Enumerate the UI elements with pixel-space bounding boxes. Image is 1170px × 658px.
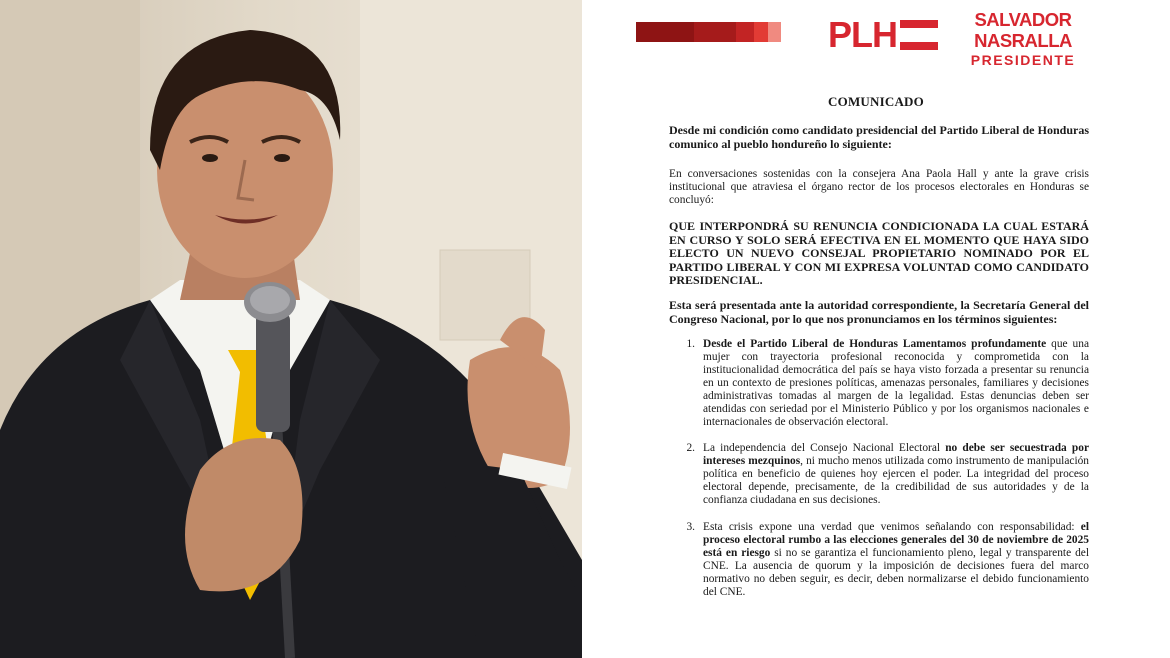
communique-document	[582, 0, 1170, 658]
list-item-bold: el proceso electoral rumbo a las elecciones generales del 30 de noviembre de 2025 está en riesgo	[703, 521, 1089, 559]
list-item-text	[703, 442, 1089, 507]
candidate-role: PRESIDENTE	[970, 52, 1076, 68]
context-paragraph: En conversaciones sostenidas con la consejera Ana Paola Hall y ante la grave crisis institucional que atraviesa el órgano rector de los procesos electorales en Honduras se concluyó:	[669, 168, 1089, 206]
list-item-bold: Desde el Partido Liberal de Honduras Lamentamos profundamente	[703, 338, 1047, 350]
stripe-segment	[694, 22, 736, 42]
list-item-lead: Esta crisis expone una verdad que venimos señalando con responsabilidad:	[703, 521, 1081, 533]
list-item	[669, 442, 1089, 507]
list-item-text	[703, 521, 1089, 599]
list-item	[669, 521, 1089, 599]
plh-logo	[828, 15, 938, 55]
list-item-rest: que una mujer con trayectoria profesional reconocida y comprometida con la institucionalidad democrática del país se haya visto forzada a presentar su renuncia en un contexto de presiones políticas, amenazas personales, familiares y decisiones administrativas tomadas al margen de la legalidad. Estas denuncias deben ser atendidas con seriedad por el Ministerio Público y por los organismos nacionales e internacionales de observación electoral.	[703, 338, 1089, 428]
plh-logo-text: PLH	[828, 14, 897, 55]
list-item-rest: si no se garantiza el funcionamiento pleno, legal y transparente del CNE. La ausencia de quorum y la imposición de decisiones fuera del marco normativo no deben seguir, es decir, deben normalizarse el debido funcionamiento del CNE.	[703, 547, 1089, 598]
intro-paragraph: Desde mi condición como candidato presidencial del Partido Liberal de Honduras comunico al pueblo hondureño lo siguiente:	[669, 123, 1089, 151]
list-item-text	[703, 338, 1089, 429]
list-item-number: 3.	[686, 521, 695, 533]
list-item-number: 2.	[686, 442, 695, 454]
stripe-segment	[736, 22, 754, 42]
candidate-first-name: SALVADOR	[974, 9, 1072, 30]
list-item-rest: , ni mucho menos utilizada como instrumento de manipulación política en beneficio de quienes hoy ejercen el poder. La integridad del proceso electoral depende, precisamente, de la credibilidad de sus autoridades y de la confianza ciudadana en sus decisiones.	[703, 455, 1090, 506]
header-stripe	[636, 22, 781, 42]
resolution-paragraph: QUE INTERPONDRÁ SU RENUNCIA CONDICIONADA LA CUAL ESTARÁ EN CURSO Y SOLO SERÁ EFECTIVA EN EL MOMENTO QUE HAYA SIDO ELECTO UN NUEVO CONSEJAL PROPIETARIO NOMINADO POR EL PARTIDO LIBERAL Y CON MI EXPRESA VOLUNTAD COMO CANDIDATO PRESIDENCIAL.	[669, 219, 1089, 287]
stripe-segment	[754, 22, 768, 42]
document-title: COMUNICADO	[828, 94, 924, 109]
list-item-bold: no debe ser secuestrada por intereses mezquinos	[703, 442, 1089, 467]
stripe-segment	[768, 22, 781, 42]
presentation-paragraph: Esta será presentada ante la autoridad correspondiente, la Secretaría General del Congreso Nacional, por lo que nos pronunciamos en los términos siguientes:	[669, 298, 1089, 326]
list-item-number: 1.	[686, 338, 695, 350]
list-item	[669, 338, 1089, 429]
speaker-photo	[0, 0, 582, 658]
list-item-lead: La independencia del Consejo Nacional Electoral	[703, 442, 946, 454]
speaker-illustration	[0, 0, 582, 658]
candidate-logo	[970, 11, 1076, 67]
candidate-last-name: NASRALLA	[974, 29, 1072, 51]
stripe-segment	[636, 22, 694, 42]
flag-stripes-icon	[900, 20, 938, 50]
